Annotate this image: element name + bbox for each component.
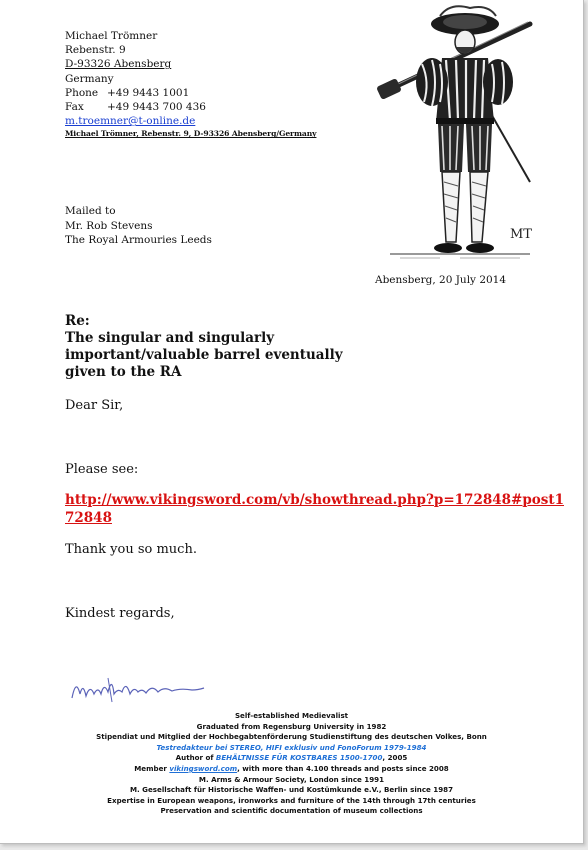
sender-name: Michael Trömner: [65, 30, 158, 42]
footer-line-2: Graduated from Regensburg University in 1982: [196, 721, 387, 731]
footer-line-3: Stipendiat und Mitglied der Hochbegabtenförderung Studienstiftung des deutschen Volkes, Bonn: [96, 732, 487, 742]
footer-line-5: [0, 753, 583, 764]
phone-number: +49 9443 1001: [107, 86, 190, 99]
footer-member-suffix: , with more than 4.100 threads and posts since 2008: [237, 763, 449, 773]
recipient-institution: The Royal Armouries Leeds: [65, 234, 212, 246]
footer-line-9: Expertise in European weapons, ironworks and furniture of the 14th through 17th centuries: [107, 795, 476, 805]
thread-link-line-1[interactable]: http://www.vikingsword.com/vb/showthread.php?p=172848#post1: [65, 492, 564, 508]
footer-book-title: BEHÄLTNISSE FÜR KOSTBARES 1500-1700: [215, 753, 383, 763]
phone-label: Phone: [65, 86, 99, 99]
thanks-text: Thank you so much.: [65, 542, 197, 557]
footer-author-prefix: Author of: [175, 753, 216, 763]
subject-text: The singular and singularly important/valuable barrel eventually given to the RA: [65, 330, 343, 380]
thread-link[interactable]: [65, 491, 565, 527]
subject-block: [65, 313, 365, 381]
sender-city: D-93326 Abensberg: [65, 58, 172, 71]
sender-fax-row: [65, 100, 316, 114]
return-address-line: Michael Trömner, Rebenstr. 9, D-93326 Abensberg/Germany: [65, 129, 317, 139]
sender-country: Germany: [65, 72, 114, 85]
woodcut-monogram: MT: [510, 227, 532, 242]
footer-author-year: , 2005: [382, 753, 408, 763]
please-see-text: Please see:: [65, 462, 139, 477]
landsknecht-woodcut-image: [370, 2, 540, 272]
salutation: Dear Sir,: [65, 398, 124, 413]
handwritten-signature: [68, 672, 208, 708]
fax-label: Fax: [65, 101, 84, 114]
sender-phone-row: [65, 86, 316, 100]
sender-address-block: [65, 29, 316, 139]
footer-vikingsword-link[interactable]: vikingsword.com: [169, 763, 238, 773]
sender-email-link[interactable]: m.troemner@t-online.de: [65, 115, 196, 128]
mailed-to-label: Mailed to: [65, 205, 116, 217]
recipient-name: Mr. Rob Stevens: [65, 219, 153, 232]
closing-text: Kindest regards,: [65, 606, 175, 621]
footer-member-prefix: Member: [134, 763, 170, 773]
fax-number: +49 9443 700 436: [107, 101, 206, 114]
subject-prefix: Re:: [65, 313, 90, 329]
footer-line-8: M. Gesellschaft für Historische Waffen- und Kostümkunde e.V., Berlin since 1987: [129, 785, 454, 795]
footer-line-10: Preservation and scientific documentation of museum collections: [160, 806, 423, 816]
sender-street: Rebenstr. 9: [65, 44, 126, 57]
recipient-block: [65, 204, 212, 248]
place-and-date: Abensberg, 20 July 2014: [375, 274, 507, 286]
footer-line-1: Self-established Medievalist: [234, 711, 349, 720]
footer-line-6: [0, 764, 583, 775]
footer-line-4: Testredakteur bei STEREO, HIFI exklusiv und FonoForum 1979-1984: [156, 742, 427, 752]
credentials-footer: [0, 711, 583, 817]
thread-link-line-2[interactable]: 72848: [65, 510, 112, 526]
footer-line-7: M. Arms & Armour Society, London since 1991: [198, 774, 385, 784]
